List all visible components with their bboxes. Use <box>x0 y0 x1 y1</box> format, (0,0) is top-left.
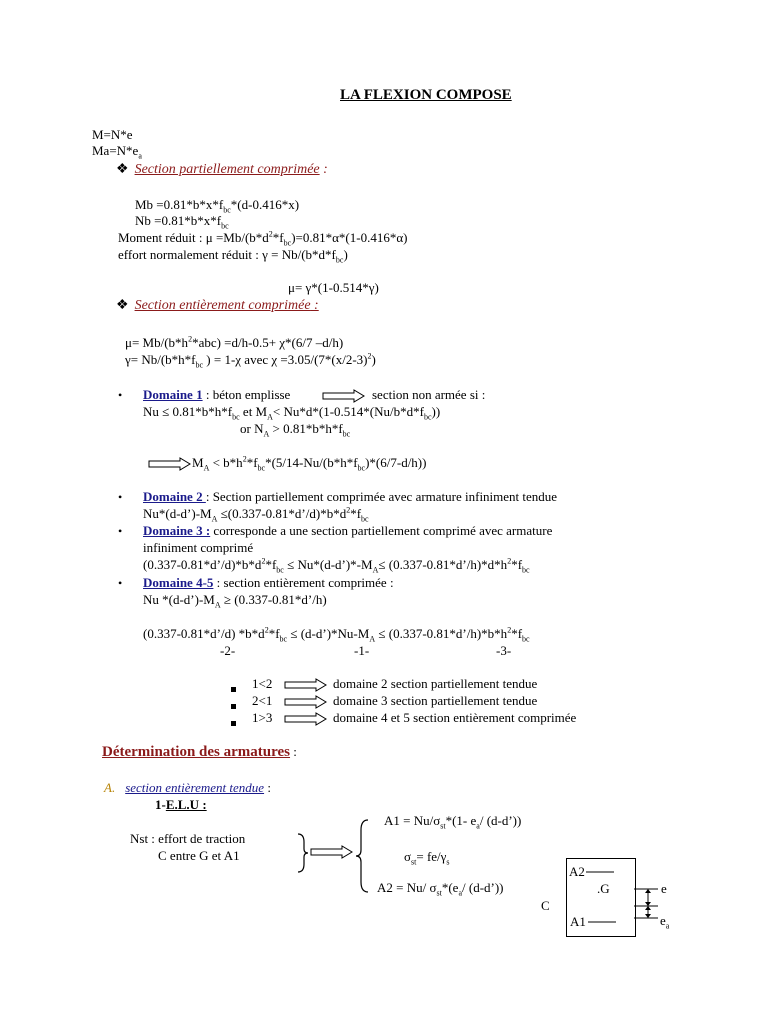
case-bullet-square <box>231 680 236 695</box>
label-c: C <box>541 898 550 913</box>
rebar-line-a2 <box>586 870 616 874</box>
case-3-condition: 1>3 <box>252 710 273 725</box>
domaine-1-after: section non armée si : <box>372 387 486 402</box>
domaine-2-line: Domaine 2 : Section partiellement comprimée avec armature infiniment tendue <box>143 489 558 504</box>
implies-arrow-icon <box>284 678 328 692</box>
domaine-3-line-2: infiniment comprimé <box>143 540 254 555</box>
domaine-45-inequality: (0.337-0.81*d’/d) $*b*d^2*f_{bc}$ ≤ $(d-d’)*Nu-M_A$ ≤ $(0.337-0.81*d’/h)*b*h^2*f_{bc}$ <box>143 625 530 644</box>
implies-arrow-icon <box>148 457 192 471</box>
diagram-label-g: .G <box>597 881 610 896</box>
case-3-result: domaine 4 et 5 section entièrement comprimée <box>333 710 577 725</box>
page-title: LA FLEXION COMPOSE <box>340 87 512 103</box>
bullet-dot: • <box>118 388 123 402</box>
formula-chi-2: $\gamma= Nb/(b*h*f_{bc}$ ) = 1-χ avec $\chi =3.05/(7*(x/2-3)^2)$ <box>125 351 376 370</box>
domaine-2-condition: $Nu*(d-d’)-M_A$ $\le(0.337-0.81*d’/d)*b*d^2*f_{bc}$ <box>143 505 369 524</box>
formula-mu: μ= γ*(1-0.514*γ) <box>288 280 379 295</box>
case-bullet-square <box>231 714 236 729</box>
right-brace-icon <box>296 832 310 874</box>
diagram-label-a1: A1 <box>570 914 586 929</box>
elu-heading: 1-E.L.U : <box>155 797 207 812</box>
domaine-3-condition: $(0.337-0.81*d’/d)*b*d^2*f_{bc}$ ≤ $Nu*(d-d’)*-M_A\le$ $(0.337-0.81*d’/h)*d*h^2*f_{bc}$ <box>143 556 530 575</box>
implies-arrow-icon <box>284 712 328 726</box>
formula-nb: $Nb =0.81*b*x*f_{bc}$ <box>135 213 229 231</box>
formula-sigma: $\sigma_{st}= fe/\gamma_s$ <box>404 849 450 867</box>
domaine-1-line: Domaine 1 : béton emplisse <box>143 387 291 402</box>
formula-a1: $A1 = Nu/\sigma_{st}*(1-$ $e_a/$ (d-d’)) <box>384 813 522 831</box>
implies-arrow-icon <box>284 695 328 709</box>
formula-moment-reduit: Moment réduit : $\mu =Mb/(b*d^2*f_{bc})=0.81*\alpha*(1-0.416*\alpha)$ <box>118 229 408 248</box>
intro-line-1: M=N*e <box>92 127 133 142</box>
diamond-bullet-icon: ❖ <box>116 298 129 313</box>
case-2-result: domaine 3 section partiellement tendue <box>333 693 538 708</box>
intro-line-2: $Ma=N*e_a$ <box>92 143 142 161</box>
case-1-result: domaine 2 section partiellement tendue <box>333 676 538 691</box>
case-1-condition: 1<2 <box>252 676 273 691</box>
formula-a2: A2 = Nu/ $\sigma_{st}*(e_a/$ (d-d’)) <box>377 880 504 898</box>
section-entierement-heading: ❖ Section entièrement comprimée : <box>116 298 319 313</box>
formula-mb: $Mb =0.81*b*x*f_{bc}*(d-0.416*x)$ <box>135 197 300 215</box>
left-brace-icon <box>354 818 370 894</box>
implies-arrow-icon <box>310 845 354 859</box>
domaine-1-condition-1: $Nu \le 0.81*b*h*f_{bc}$ et $M_A< Nu*d*(1-0.514*(Nu/b*d*f_{bc}))$ <box>143 404 441 422</box>
nst-definition: Nst : effort de traction <box>130 831 246 846</box>
marker-2: -2- <box>220 643 236 658</box>
domaine-45-condition: Nu $*(d-d’)-M_A$ ≥ (0.337-0.81*d’/h) <box>143 592 327 610</box>
marker-1: -1- <box>354 643 370 658</box>
case-2-condition: 2<1 <box>252 693 273 708</box>
bullet-dot: • <box>118 524 123 538</box>
formula-effort-reduit: effort normalement réduit : $\gamma = Nb/(b*d*f_{bc})$ <box>118 247 348 265</box>
diagram-label-a2: A2 <box>569 864 585 879</box>
determination-heading: Détermination des armatures : <box>102 744 297 760</box>
domaine-3-line: Domaine 3 : corresponde a une section partiellement comprimé avec armature <box>143 523 553 538</box>
rebar-line-a1 <box>588 920 618 924</box>
domaine-45-line: Domaine 4-5 : section entièrement comprimée : <box>143 575 394 590</box>
domaine-1-condition-2: or $N_A > 0.81*b*h*f_{bc}$ <box>240 421 351 439</box>
domaine-1-ma-formula: $M_A < b*h^2*f_{bc}*(5/14-Nu/(b*h*f_{bc})*(6/7-d/h))$ <box>192 454 427 473</box>
bullet-dot: • <box>118 490 123 504</box>
diamond-bullet-icon: ❖ <box>116 162 129 177</box>
implies-arrow-icon <box>322 389 366 403</box>
diagram-label-ea: $e_a$ <box>660 913 670 931</box>
nst-position: C entre G et A1 <box>158 848 240 863</box>
formula-chi-1: $\mu= Mb/(b*h^2*abc) =d/h-0.5+ \chi*(6/7$ –d/h) <box>125 334 344 350</box>
case-bullet-square <box>231 697 236 712</box>
bullet-dot: • <box>118 576 123 590</box>
diagram-label-e: e <box>661 881 667 896</box>
section-partiellement-heading: ❖ Section partiellement comprimée : <box>116 162 328 177</box>
marker-3: -3- <box>496 643 512 658</box>
section-a-heading: A. section entièrement tendue : <box>104 780 271 795</box>
